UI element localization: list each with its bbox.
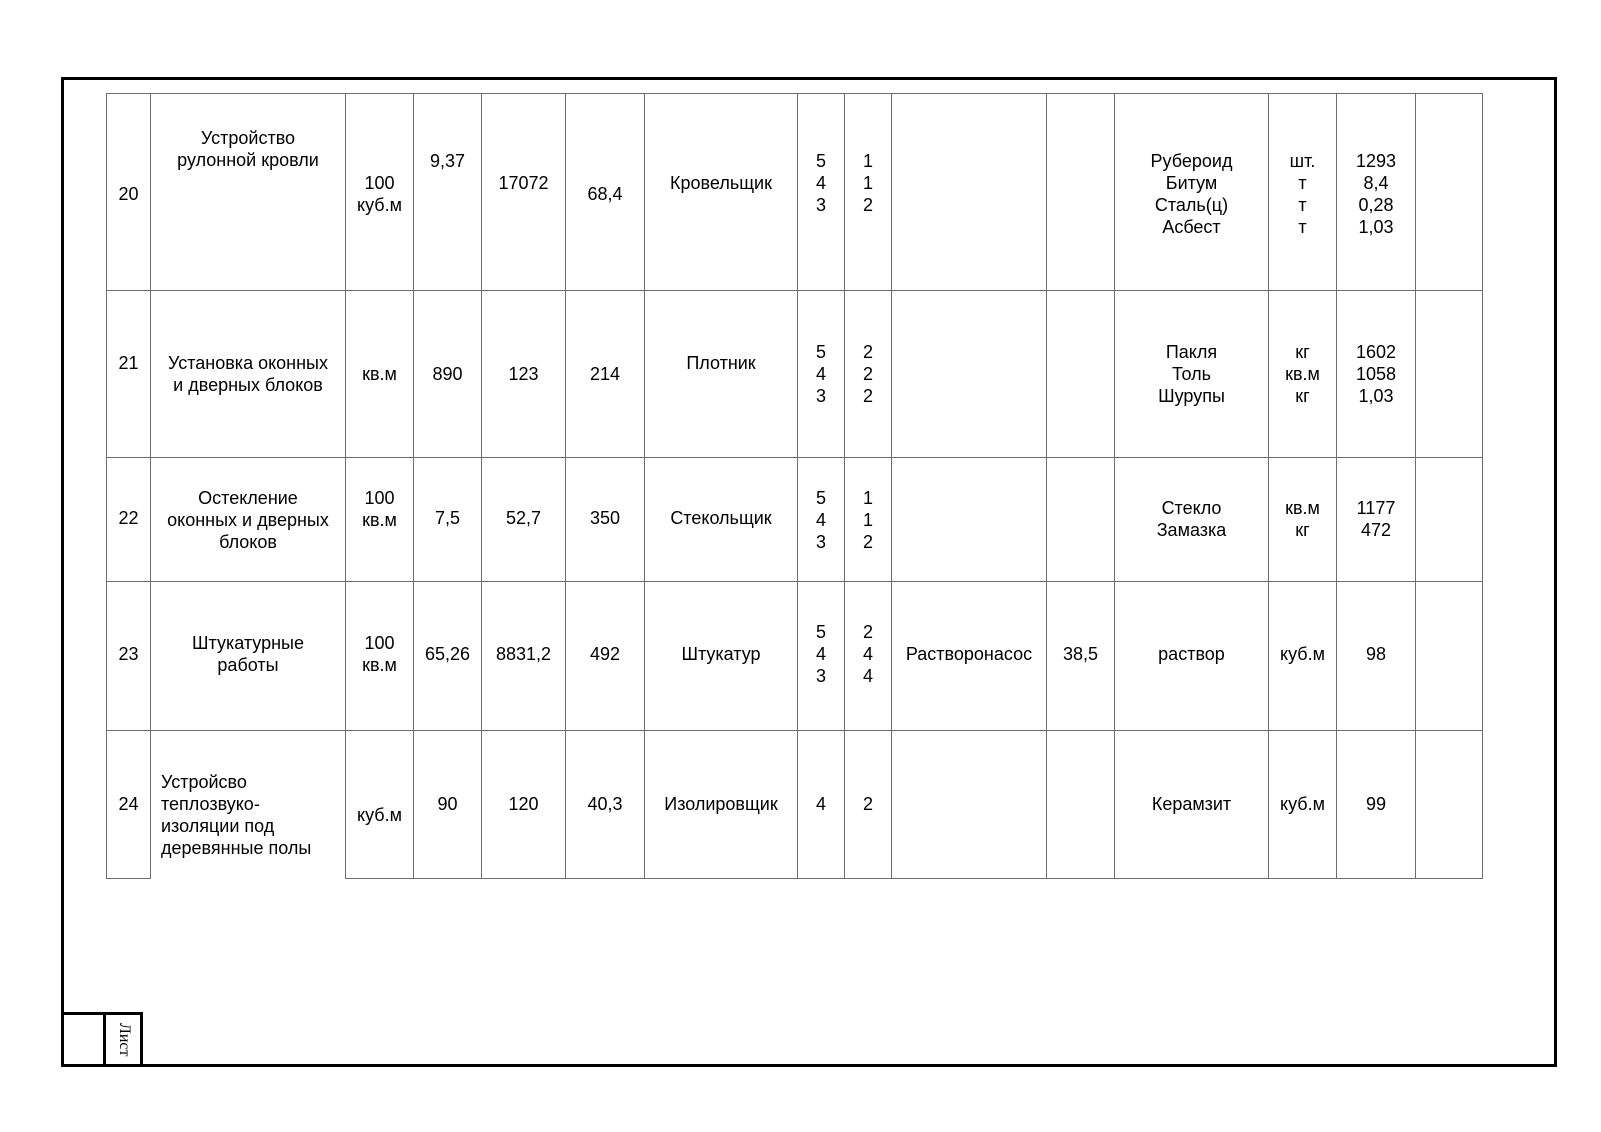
material: Пакля Толь Шурупы (1158, 342, 1225, 406)
quantity-cell (413, 93, 482, 291)
labor-cost-cell (481, 581, 566, 731)
machine: Растворонасос (905, 644, 1033, 664)
material-quantity: 98 (1365, 644, 1387, 664)
material-quantity: 1293 8,4 0,28 1,03 (1355, 151, 1397, 237)
material-unit-cell (1268, 93, 1337, 291)
labor-cost: 120 (508, 794, 539, 814)
extra-cell-cell (1415, 457, 1483, 582)
row-number-cell (106, 93, 151, 291)
worker-count-cell (844, 290, 892, 458)
material-cell (1114, 581, 1269, 731)
quantity: 7,5 (434, 508, 461, 528)
material: Стекло Замазка (1156, 498, 1227, 540)
row-number-cell (106, 457, 151, 582)
unit: 100 кв.м (362, 488, 397, 530)
labor-cost-cell (481, 457, 566, 582)
extra-cell-cell (1415, 581, 1483, 731)
material-unit-cell (1268, 290, 1337, 458)
grade: 4 (815, 794, 826, 814)
machine-value-cell (1046, 457, 1115, 582)
material-cell (1114, 93, 1269, 291)
worker-count: 2 (862, 794, 873, 814)
unit-cell (345, 730, 414, 879)
grade-cell (797, 290, 845, 458)
material-cell (1114, 457, 1269, 582)
extra-cell-cell (1415, 93, 1483, 291)
profession-cell (644, 457, 798, 582)
work-name: Остекление оконных и дверных блоков (167, 488, 329, 552)
machine-cell (891, 290, 1047, 458)
row-number: 22 (118, 508, 139, 528)
material-quantity-cell (1336, 730, 1416, 879)
grade-cell (797, 93, 845, 291)
work-name: Устройсво теплозвуко- изоляции под деревянные полы (161, 772, 312, 858)
duration-cell (565, 290, 645, 458)
row-number-cell (106, 581, 151, 731)
work-name: Устройство рулонной кровли (177, 128, 319, 170)
labor-cost-cell (481, 93, 566, 291)
quantity: 890 (432, 364, 463, 384)
duration-cell (565, 93, 645, 291)
labor-cost: 8831,2 (495, 644, 552, 664)
machine-cell (891, 457, 1047, 582)
profession: Изолировщик (664, 794, 778, 814)
material-quantity: 1602 1058 1,03 (1355, 342, 1397, 406)
material-quantity-cell (1336, 581, 1416, 731)
worker-count-cell (844, 457, 892, 582)
machine-value-cell (1046, 93, 1115, 291)
work-name-cell (150, 730, 346, 879)
material-quantity: 1177 472 (1356, 498, 1396, 540)
material: раствор (1158, 644, 1225, 664)
profession: Стекольщик (670, 508, 772, 528)
profession-cell (644, 730, 798, 879)
duration: 350 (589, 508, 621, 528)
unit: куб.м (357, 805, 402, 825)
work-name-cell (150, 457, 346, 582)
grade: 5 4 3 (815, 151, 826, 215)
quantity-cell (413, 581, 482, 731)
quantity: 65,26 (424, 644, 471, 664)
work-name-cell (150, 581, 346, 731)
quantity: 9,37 (429, 151, 466, 171)
material-cell (1114, 290, 1269, 458)
row-number: 23 (118, 644, 139, 664)
material-quantity-cell (1336, 93, 1416, 291)
duration-cell (565, 457, 645, 582)
row-number: 21 (118, 353, 139, 373)
work-name: Установка оконных и дверных блоков (168, 353, 328, 395)
worker-count: 2 4 4 (862, 622, 873, 686)
machine-value: 38,5 (1062, 644, 1099, 664)
unit: 100 кв.м (362, 633, 397, 675)
material-cell (1114, 730, 1269, 879)
unit-cell (345, 457, 414, 582)
quantity-cell (413, 730, 482, 879)
sheet-label: Лист (116, 1023, 133, 1057)
unit: кв.м (362, 364, 397, 384)
machine-value-cell (1046, 290, 1115, 458)
worker-count: 1 1 2 (862, 488, 873, 552)
grade-cell (797, 457, 845, 582)
labor-cost-cell (481, 730, 566, 879)
labor-cost: 123 (508, 364, 539, 384)
material-unit: шт. т т т (1289, 151, 1316, 237)
material-unit-cell (1268, 581, 1337, 731)
labor-cost: 17072 (498, 173, 549, 193)
material-unit: кг кв.м кг (1285, 342, 1320, 406)
machine-value-cell (1046, 581, 1115, 731)
profession: Штукатур (681, 644, 761, 664)
duration-cell (565, 730, 645, 879)
material: Рубероид Битум Сталь(ц) Асбест (1150, 151, 1233, 237)
material-quantity-cell (1336, 457, 1416, 582)
quantity-cell (413, 290, 482, 458)
grade: 5 4 3 (815, 342, 826, 406)
material-quantity: 99 (1365, 794, 1387, 814)
row-number-cell (106, 730, 151, 879)
material-unit-cell (1268, 457, 1337, 582)
labor-cost-cell (481, 290, 566, 458)
unit-cell (345, 581, 414, 731)
worker-count-cell (844, 93, 892, 291)
profession: Плотник (686, 353, 756, 373)
worker-count: 1 1 2 (862, 151, 873, 215)
profession: Кровельщик (670, 173, 772, 193)
material-unit-cell (1268, 730, 1337, 879)
duration: 214 (589, 364, 621, 384)
machine-value-cell (1046, 730, 1115, 879)
profession-cell (644, 93, 798, 291)
grade-cell (797, 730, 845, 879)
material-unit: куб.м (1280, 644, 1325, 664)
labor-cost: 52,7 (505, 508, 542, 528)
grade-cell (797, 581, 845, 731)
worker-count: 2 2 2 (862, 342, 873, 406)
machine-cell (891, 730, 1047, 879)
work-name-cell (150, 290, 346, 458)
duration: 68,4 (587, 184, 623, 204)
quantity-cell (413, 457, 482, 582)
material-unit: куб.м (1280, 794, 1325, 814)
profession-cell (644, 581, 798, 731)
stamp-divider (103, 1012, 106, 1067)
extra-cell-cell (1415, 730, 1483, 879)
grade: 5 4 3 (815, 622, 826, 686)
material-quantity-cell (1336, 290, 1416, 458)
duration: 492 (589, 644, 621, 664)
extra-cell-cell (1415, 290, 1483, 458)
duration: 40,3 (587, 794, 623, 814)
unit-cell (345, 290, 414, 458)
material: Керамзит (1151, 794, 1232, 814)
grade: 5 4 3 (815, 488, 826, 552)
row-number: 20 (118, 184, 139, 204)
row-number: 24 (118, 794, 139, 814)
profession-cell (644, 290, 798, 458)
machine-cell (891, 93, 1047, 291)
work-name-cell (150, 93, 346, 291)
unit: 100 куб.м (357, 173, 402, 215)
duration-cell (565, 581, 645, 731)
row-number-cell (106, 290, 151, 458)
unit-cell (345, 93, 414, 291)
worker-count-cell (844, 730, 892, 879)
work-name: Штукатурные работы (192, 633, 304, 675)
worker-count-cell (844, 581, 892, 731)
quantity: 90 (437, 794, 458, 814)
machine-cell (891, 581, 1047, 731)
material-unit: кв.м кг (1285, 498, 1320, 540)
